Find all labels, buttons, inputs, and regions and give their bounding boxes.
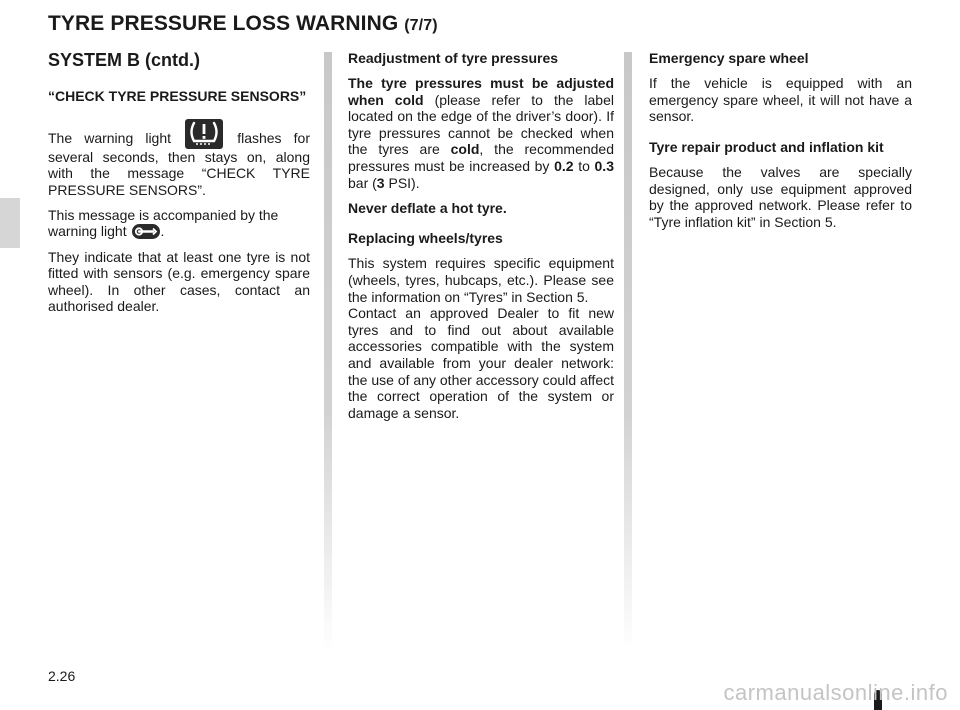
text: (please refer to the label located on the edge of the driver’s door). If tyre pressures cannot be checked when the tyres are	[348, 91, 614, 158]
paragraph-warning-light	[48, 119, 310, 199]
text: Contact an approved Dealer to fit new tyres and to find out about available accessories compatible with the system and available from your dealer network: the use of any other accessory could affect the correct operation of the system or damage a sensor.	[348, 305, 614, 421]
paragraph-repair-kit: Because the valves are specially designed, only use equipment approved by the approved network. Please refer to “Tyre inflation kit” in Section 5.	[649, 163, 912, 230]
text: PSI).	[384, 174, 420, 191]
paragraph-sensors-note: They indicate that at least one tyre is not fitted with sensors (e.g. emergency spare wheel). In other cases, contact an authorised dealer.	[48, 248, 310, 315]
subheading-repair-kit: Tyre repair product and inflation kit	[649, 138, 884, 155]
column-divider	[324, 52, 332, 652]
pressure-min-value: 0.2	[554, 158, 574, 175]
paragraph-spare-wheel: If the vehicle is equipped with an emergency spare wheel, it will not have a sensor.	[649, 75, 912, 125]
text: The warning light	[48, 129, 172, 146]
text: This message is accompanied by the warning light	[48, 206, 279, 240]
paragraph-accompanied	[48, 207, 310, 240]
warning-hot-tyre: Never deflate a hot tyre.	[348, 199, 507, 216]
bold-text: cold	[450, 141, 480, 158]
column-middle	[348, 50, 614, 421]
section-heading: SYSTEM B (cntd.)	[48, 50, 200, 70]
paragraph-readjustment	[348, 75, 614, 191]
psi-value: 3	[376, 174, 385, 191]
service-wrench-icon	[132, 224, 160, 239]
column-divider	[624, 52, 632, 652]
pressure-max-value: 0.3	[594, 158, 614, 175]
column-right	[649, 50, 912, 239]
subheading-spare-wheel: Emergency spare wheel	[649, 50, 809, 66]
message-heading: “CHECK TYRE PRESSURE SENSORS”	[48, 88, 307, 104]
text: flashes for several seconds, then stays on, along with the message “CHECK TYRE PRESSURE SENSORS”.	[48, 129, 310, 198]
subheading-replacing: Replacing wheels/tyres	[348, 230, 503, 247]
text: This system requires specific equipment (wheels, tyres, hubcaps, etc.). Please see the information on “Tyres” in Section 5.	[348, 255, 614, 305]
section-edge-tab	[0, 198, 20, 248]
watermark: carmanualsonline.info	[723, 680, 948, 705]
page-number: 2.26	[48, 668, 76, 684]
text: , the recommended pressures must be increased by	[348, 141, 614, 175]
tyre-pressure-warning-icon	[185, 119, 223, 149]
page-title	[48, 12, 438, 36]
text: .	[160, 223, 165, 240]
text: bar (	[348, 174, 377, 191]
subheading-readjustment: Readjustment of tyre pressures	[348, 50, 559, 66]
paragraph-replacing	[348, 255, 614, 421]
page-part-indicator: (7/7)	[404, 17, 438, 34]
column-left	[48, 50, 310, 323]
text: to	[573, 158, 595, 175]
bold-text: The tyre pressures must be adjusted when cold	[348, 75, 614, 108]
page-title-text: TYRE PRESSURE LOSS WARNING	[48, 12, 399, 35]
